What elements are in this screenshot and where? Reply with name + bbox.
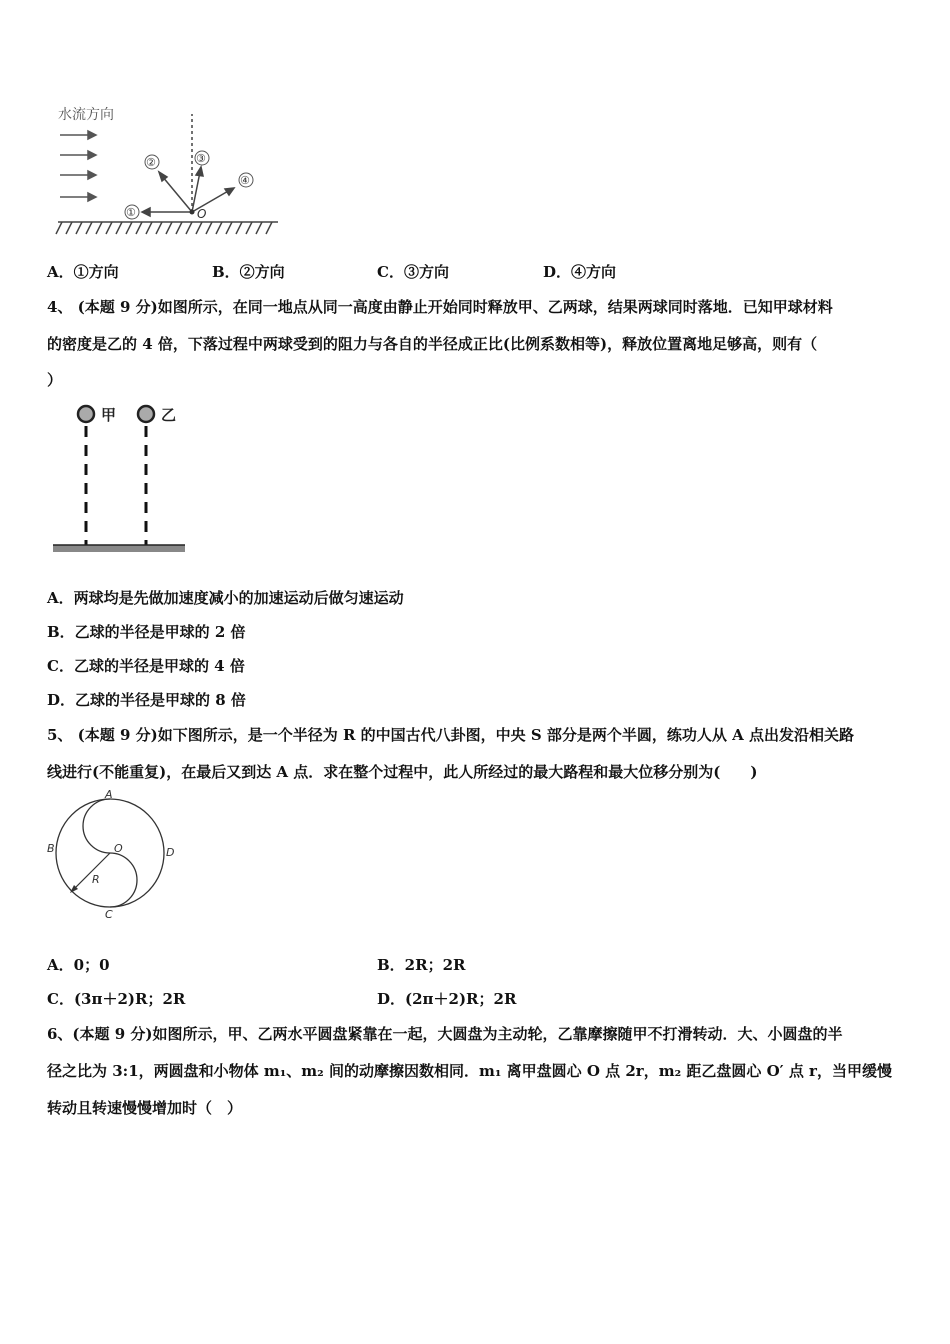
q5-text-line-2: 线进行(不能重复)，在最后又到达 A 点．求在整个过程中，此人所经过的最大路程和最大位移分别为( ) [47,763,758,781]
point-b-label: B [47,842,55,855]
bagua-figure [42,790,182,920]
point-d-label: D [166,846,175,859]
direction-label-2: ② [146,156,156,169]
q4-option-a[interactable]: A．两球均是先做加速度减小的加速运动后做匀速运动 [47,589,404,607]
q5-option-b[interactable]: B．2R；2R [377,956,466,974]
q4-text-line-1: 4、 (本题 9 分)如图所示，在同一地点从同一高度由静止开始同时释放甲、乙两球，结果两球同时落地．已知甲球材料 [47,298,833,316]
ball-label-jia: 甲 [101,406,117,424]
point-a-label: A [105,790,113,801]
q4-text-line-3: ） [47,371,63,389]
q3-option-a[interactable]: A．①方向 [47,263,119,281]
ball-label-yi: 乙 [161,406,177,424]
center-o-label: O [114,842,123,855]
radius-r-label: R [92,873,100,886]
direction-label-1: ① [126,206,136,219]
falling-balls-figure [45,400,195,560]
q5-option-d[interactable]: D．(2π＋2)R；2R [377,990,517,1008]
flow-arrows [60,131,96,201]
q3-option-b[interactable]: B．②方向 [212,263,285,281]
q6-text-line-1: 6、(本题 9 分)如图所示，甲、乙两水平圆盘紧靠在一起，大圆盘为主动轮，乙靠摩擦随甲不打滑转动．大、小圆盘的半 [47,1025,843,1043]
flow-direction-label: 水流方向 [58,107,114,123]
q4-option-b[interactable]: B．乙球的半径是甲球的 2 倍 [47,623,246,641]
q3-option-c[interactable]: C．③方向 [377,263,449,281]
q5-option-a[interactable]: A．0；0 [47,956,110,974]
q5-option-c[interactable]: C．(3π＋2)R；2R [47,990,186,1008]
direction-label-4: ④ [240,174,250,187]
q4-option-c[interactable]: C．乙球的半径是甲球的 4 倍 [47,657,245,675]
water-flow-figure [50,100,290,240]
point-c-label: C [105,908,113,920]
q6-text-line-2: 径之比为 3:1，两圆盘和小物体 m₁、m₂ 间的动摩擦因数相同．m₁ 离甲盘圆心 O 点 2r，m₂ 距乙盘圆心 O′ 点 r，当甲缓慢 [47,1062,892,1080]
q4-option-d[interactable]: D．乙球的半径是甲球的 8 倍 [47,691,246,709]
river-bank [56,222,278,234]
q3-option-d[interactable]: D．④方向 [543,263,617,281]
origin-label: O [197,207,207,221]
q6-text-line-3: 转动且转速慢慢增加时（ ） [47,1099,243,1117]
q4-text-line-2: 的密度是乙的 4 倍，下落过程中两球受到的阻力与各自的半径成正比(比例系数相等)，释放位置离地足够高，则有（ [47,335,818,353]
q5-text-line-1: 5、 (本题 9 分)如下图所示，是一个半径为 R 的中国古代八卦图，中央 S 部分是两个半圆，练功人从 A 点出发沿相关路 [47,726,855,744]
direction-label-3: ③ [196,152,206,165]
